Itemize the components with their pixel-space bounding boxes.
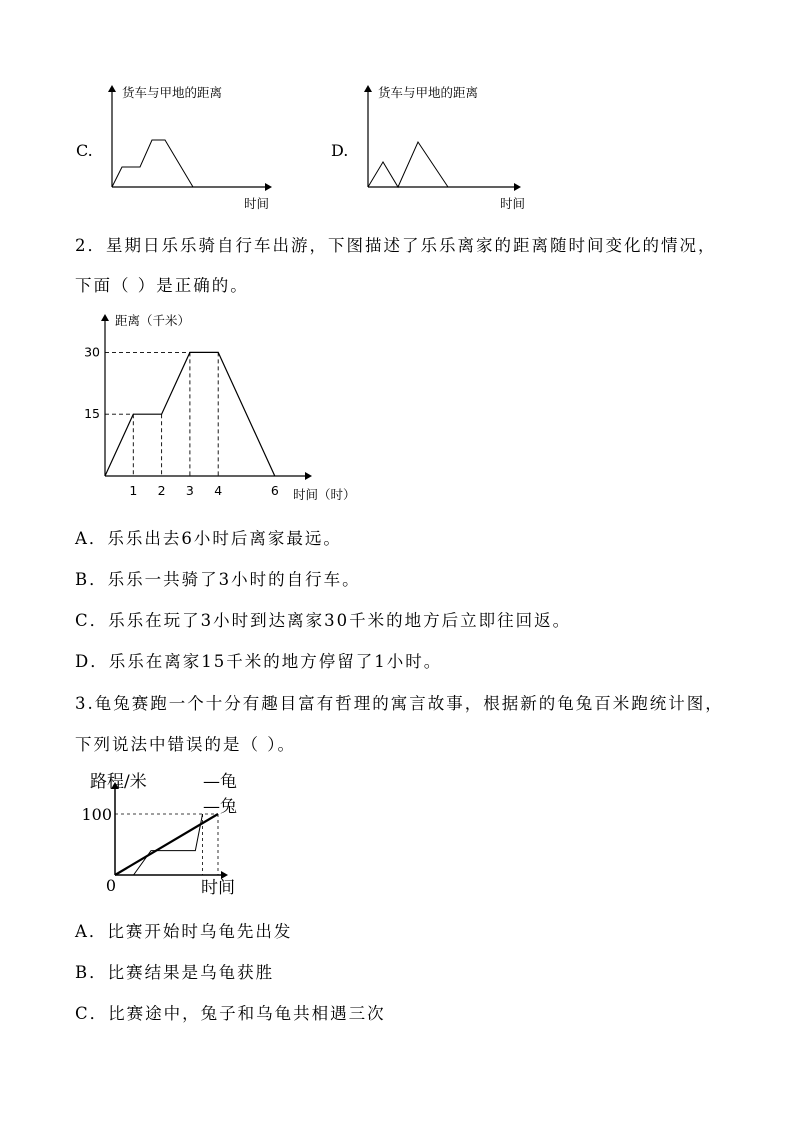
x-axis-arrow-icon [514, 183, 521, 191]
legend-tortoise: —龟 [203, 772, 237, 792]
q3-line-1: 3.龟兔赛跑一个十分有趣目富有哲理的寓言故事，根据新的龟兔百米跑统计图， [75, 694, 724, 713]
q2-option-d: D．乐乐在离家15千米的地方停留了1小时。 [75, 652, 443, 671]
x-axis-arrow-icon [265, 183, 272, 191]
y-tick-label: 15 [84, 406, 100, 422]
y-axis-arrow-icon [364, 85, 372, 92]
q2-option-c: C．乐乐在玩了3小时到达离家30千米的地方后立即往回返。 [75, 611, 572, 630]
y-axis-arrow-icon [108, 85, 116, 92]
option-d-line [368, 142, 448, 187]
q3-option-a: A．比赛开始时乌龟先出发 [75, 922, 293, 941]
x-axis-label: 时间 [201, 878, 235, 898]
tortoise-hare-chart [78, 767, 258, 902]
option-c-y-label: 货车与甲地的距离 [122, 85, 223, 100]
y-axis-label: 距离（千米） [115, 313, 191, 328]
q2-line-1: 2．星期日乐乐骑自行车出游，下图描述了乐乐离家的距离随时间变化的情况， [75, 236, 717, 255]
y-tick-label: 30 [84, 344, 100, 360]
x-tick-label: 1 [129, 483, 138, 498]
origin-label: 0 [105, 876, 117, 895]
y-axis-arrow-icon [101, 314, 109, 321]
option-c-line [112, 140, 193, 187]
x-axis-label: 时间（时） [293, 487, 356, 502]
option-c-graph [100, 82, 300, 212]
x-tick-label: 3 [185, 483, 194, 498]
x-tick-label: 2 [157, 483, 166, 498]
legend-hare: —兔 [203, 797, 237, 817]
option-d-y-label: 货车与甲地的距离 [378, 85, 479, 100]
y-tick-label: 100 [81, 805, 112, 824]
y-axis-label: 路程/米 [90, 772, 147, 792]
option-d-label: D. [331, 141, 349, 160]
option-c-label: C. [76, 141, 93, 160]
q3-option-b: B．比赛结果是乌龟获胜 [75, 963, 275, 982]
q2-option-b: B．乐乐一共骑了3小时的自行车。 [75, 570, 361, 589]
q2-option-a: A．乐乐出去6小时后离家最远。 [75, 529, 342, 548]
q2-line-2: 下面（ ）是正确的。 [75, 276, 249, 295]
x-axis-arrow-icon [305, 472, 312, 480]
option-c-x-label: 时间 [244, 196, 270, 211]
x-tick-label: 6 [270, 483, 279, 498]
x-tick-label: 4 [214, 483, 223, 498]
option-d-x-label: 时间 [500, 196, 526, 211]
option-d-graph [356, 82, 556, 212]
distance-time-chart [70, 306, 360, 506]
q3-option-c: C．比赛途中，兔子和乌龟共相遇三次 [75, 1004, 386, 1023]
q3-line-2: 下列说法中错误的是（ ）。 [75, 735, 296, 754]
